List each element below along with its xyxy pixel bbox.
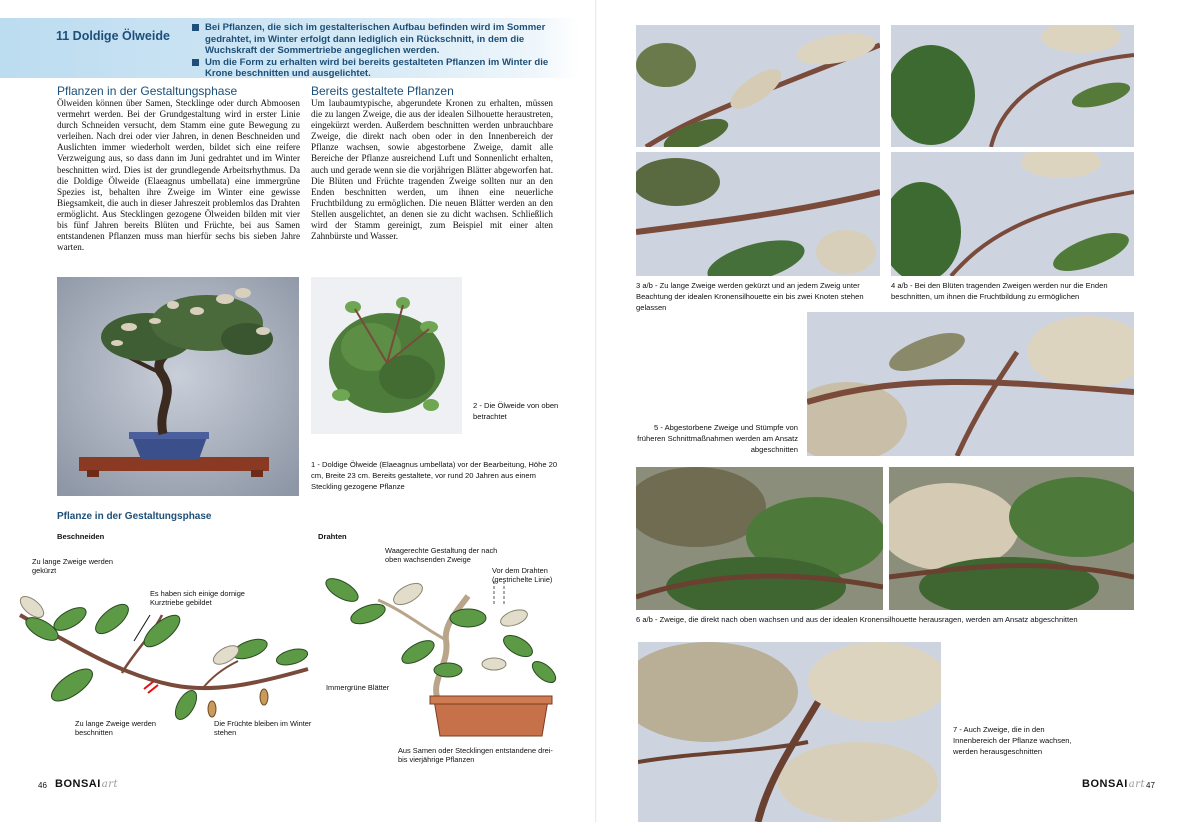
photo-bonsai-top	[311, 277, 462, 434]
label-too-long-cut: Zu lange Zweige werden gekürzt	[32, 557, 113, 575]
caption-2: 2 - Die Ölweide von oben betrachtet	[473, 401, 559, 421]
spread-fold	[595, 0, 597, 822]
intro-bullets	[192, 22, 567, 80]
bullet-item: Bei Pflanzen, die sich im gestalterischen Aufbau befinden wird im Sommer gedrahtet, im Winter erfolgt dann lediglich ein Rückschnitt, in dem die Wuchskraft der Sommertriebe angeglichen werden.	[192, 22, 567, 57]
photo-7	[638, 642, 941, 822]
right-column-heading: Bereits gestaltete Pflanzen	[311, 84, 454, 98]
label-evergreen: Immergrüne Blätter	[326, 683, 390, 692]
label-before-wire: Vor dem Drahten (gestrichelte Linie)	[492, 566, 553, 584]
diagram-cut-title: Beschneiden	[57, 532, 105, 541]
photo-4b	[891, 152, 1134, 276]
photo-4a	[891, 25, 1134, 147]
photo-5	[807, 312, 1134, 456]
diagram-wire-title: Drahten	[318, 532, 347, 541]
caption-6: 6 a/b - Zweige, die direkt nach oben wachsen und aus der idealen Kronensilhouette herausragen, werden am Ansatz abgeschnitten	[636, 615, 1078, 624]
caption-1: 1 - Doldige Ölweide (Elaeagnus umbellata) vor der Bearbeitung, Höhe 20 cm, Breite 23 cm. Bereits gestaltete, vor rund 20 Jahren aus einem Steckling gezogene Pflanze	[311, 460, 558, 491]
photo-6a	[636, 467, 883, 610]
right-column-text: Um laubaumtypische, abgerundete Kronen zu erhalten, müssen die zu langen Zweige, die aus der idealen Silhouette heraustreten, eingekürzt werden. Außerdem beschnitten werden unbrauchbare Zweige, die direkt nach oben oder in den Innenbereich der Pflanze wachsen, sowie abgestorbene Zweige, damit alle Bereiche der Pflanze ausreichend Luft und Sonnenlicht erhalten, auch und gerade wenn sie die vorjährigen Blätter abgeworfen hat. Die Blüten und Früchte tragenden Zweige sollten nur an den Enden beschnitten werden, um ihnen eine neuerliche Fruchtbildung zu ermöglichen. Die neuen Blätter werden an den Stellen ausgelichtet, an denen sie zu dicht wachsen. Schließlich wird der Stamm gereinigt, zum Beispiel mit einer alten Zahnbürste und Wasser.	[311, 98, 553, 242]
label-thorny: Es haben sich einige dornige Kurztriebe gebildet	[150, 589, 245, 607]
label-too-long-trim: Zu lange Zweige werden beschnitten	[75, 719, 156, 737]
photo-6b	[889, 467, 1134, 610]
label-horizontal: Waagerechte Gestaltung der nach oben wachsenden Zweige	[385, 546, 498, 564]
photo-bonsai-front	[57, 277, 299, 496]
caption-7: 7 - Auch Zweige, die in den Innenbereich der Pflanze wachsen, werden herausgeschnitten	[953, 725, 1072, 756]
potted-plant-illustration	[318, 560, 568, 740]
brand-logo-right: BONSAIart	[1082, 778, 1146, 790]
caption-3: 3 a/b - Zu lange Zweige werden gekürzt und an jedem Zweig unter Beachtung der idealen Kronensilhouette ein bis zwei Knoten stehen gelassen	[636, 281, 864, 312]
diagram-heading: Pflanze in der Gestaltungsphase	[57, 511, 212, 522]
label-seedlings: Aus Samen oder Stecklingen entstandene drei- bis vierjährige Pflanzen	[398, 746, 553, 764]
caption-5: 5 - Abgestorbene Zweige und Stümpfe von früheren Schnittmaßnahmen werden am Ansatz abgeschnitten	[637, 423, 798, 454]
caption-4: 4 a/b - Bei den Blüten tragenden Zweigen werden nur die Enden beschnitten, um ihnen die Fruchtbildung zu ermöglichen	[891, 281, 1108, 301]
page-number-right: 47	[1146, 781, 1155, 790]
label-fruits: Die Früchte bleiben im Winter stehen	[214, 719, 312, 737]
photo-3a	[636, 25, 880, 147]
bullet-item: Um die Form zu erhalten wird bei bereits gestalteten Pflanzen im Winter die Krone beschnitten und ausgelichtet.	[192, 57, 567, 80]
photo-3b	[636, 152, 880, 276]
brand-logo-left: BONSAIart	[55, 778, 119, 790]
left-column-heading: Pflanzen in der Gestaltungsphase	[57, 84, 238, 98]
section-title: 11 Doldige Ölweide	[56, 29, 170, 43]
page-number-left: 46	[38, 781, 47, 790]
left-column-text: Ölweiden können über Samen, Stecklinge oder durch Abmoosen vermehrt werden. Bei der Grundgestaltung wird in erster Linie durch Schneiden versucht, dem Stamm eine gute Bewegung zu verleihen. Nach drei oder vier Jahren, in denen Beschneiden und Auslichten immer wiederholt werden, bildet sich eine reifere Verzweigung aus, so dass dann im Juni gedrahtet und im Winter beschnitten wird. Dies ist der grundlegende Arbeitsrhythmus. Da die Doldige Ölweide (Elaeagnus umbellata) eine immergrüne Spezies ist, behalten ihre Zweige im Winter eine gewisse Biegsamkeit, die auch in dieser Jahreszeit problemlos das Drahten ermöglicht. Aus Stecklingen gezogene Ölweiden bilden mit vier bis fünf Jahren bereits Blüten und Früchte, bei aus Samen entstandenen Pflanzen muss man hierfür sechs bis sieben Jahre warten.	[57, 98, 300, 253]
branch-illustration	[12, 585, 312, 735]
